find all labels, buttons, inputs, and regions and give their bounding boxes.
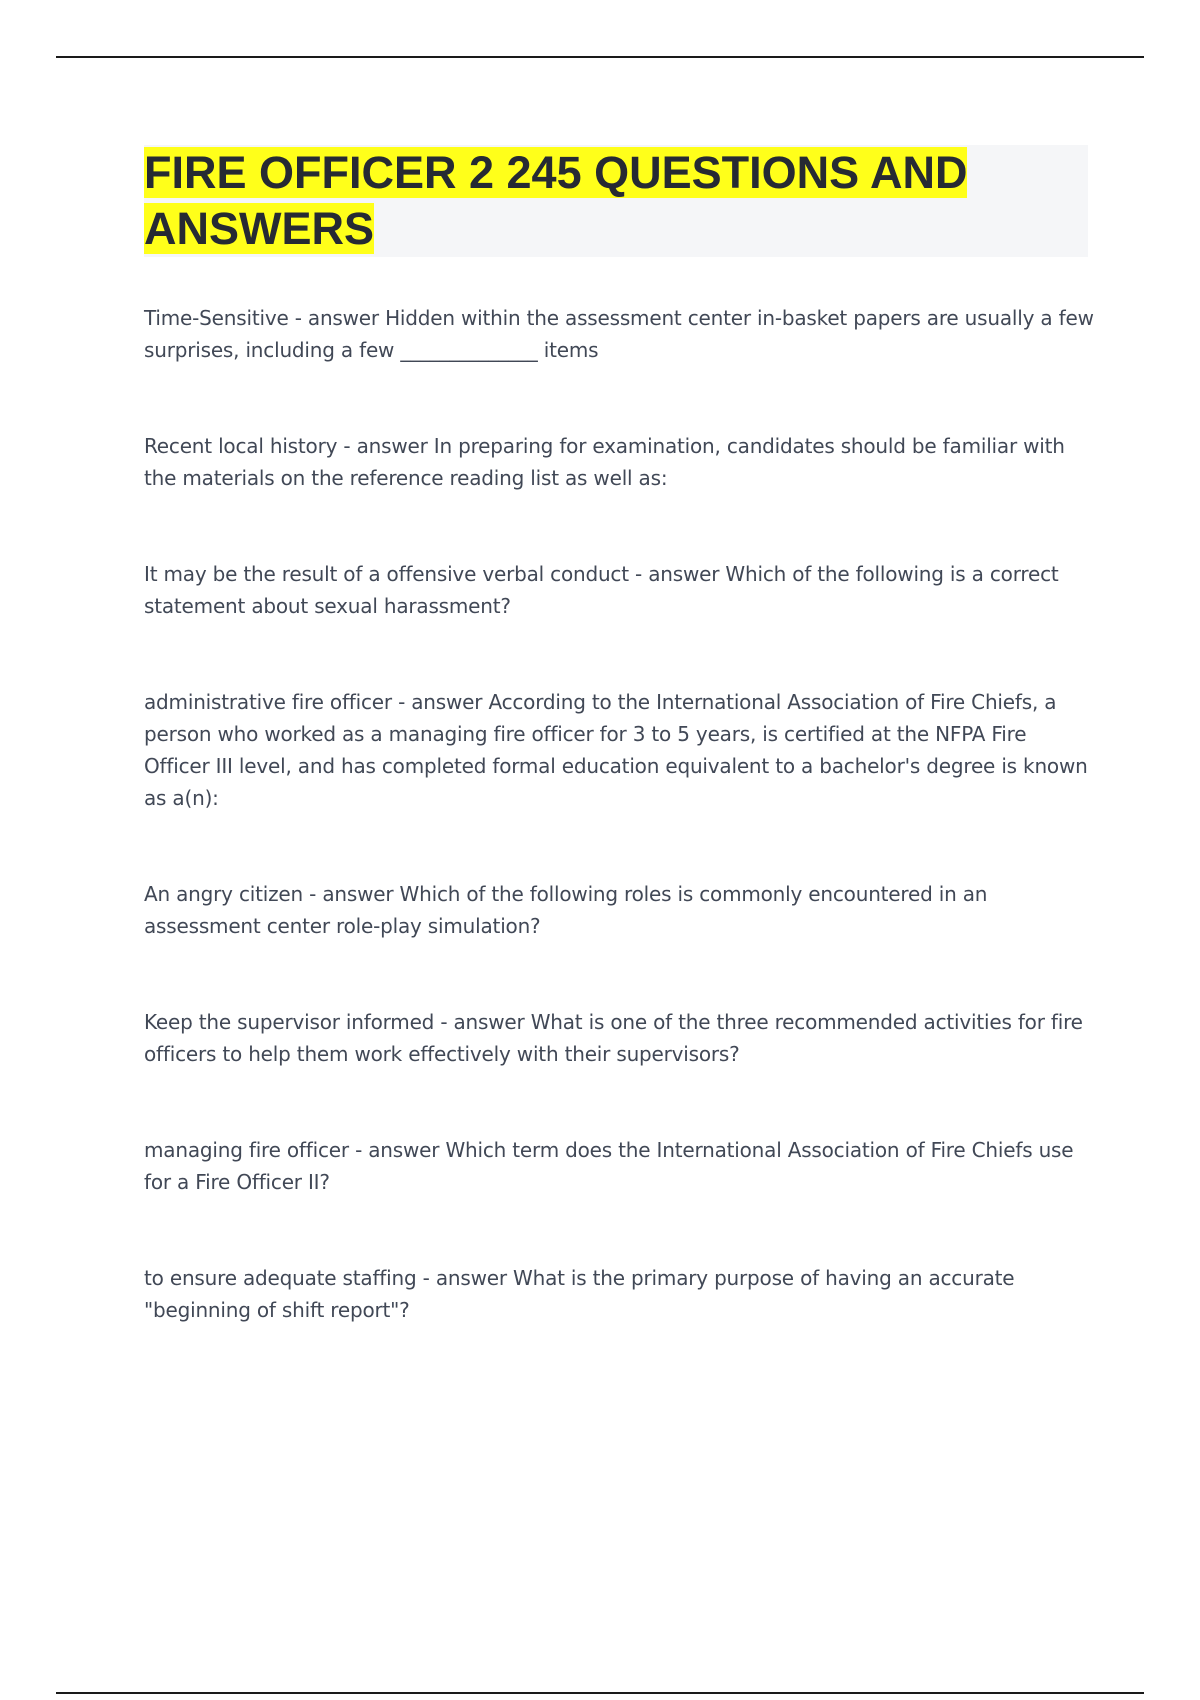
document-title-highlight: FIRE OFFICER 2 245 QUESTIONS AND ANSWERS xyxy=(144,147,968,254)
qa-separator: - answer xyxy=(391,690,489,714)
qa-separator: - answer xyxy=(288,306,386,330)
qa-item xyxy=(144,430,1094,494)
qa-separator: - answer xyxy=(303,882,400,906)
qa-item xyxy=(144,878,1094,942)
qa-question: Which of the following roles is commonly encountered in an assessment center role-play simulation? xyxy=(144,882,988,938)
qa-question: What is one of the three recommended activities for fire officers to help them work effectively with their supervisors? xyxy=(144,1010,1083,1066)
qa-answer: to ensure adequate staffing xyxy=(144,1266,417,1290)
qa-question: Which of the following is a correct statement about sexual harassment? xyxy=(144,562,1059,618)
qa-separator: - answer xyxy=(434,1010,531,1034)
footer-rule xyxy=(56,1692,1144,1694)
header-rule xyxy=(56,56,1144,58)
qa-answer: It may be the result of a offensive verbal conduct xyxy=(144,562,629,586)
qa-question: Hidden within the assessment center in-basket papers are usually a few surprises, including a few ______________ items xyxy=(144,306,1094,362)
qa-item xyxy=(144,686,1094,814)
qa-item xyxy=(144,302,1094,366)
qa-item xyxy=(144,558,1094,622)
qa-answer: managing fire officer xyxy=(144,1138,349,1162)
qa-separator: - answer xyxy=(628,562,726,586)
qa-item xyxy=(144,1134,1094,1198)
qa-answer: An angry citizen xyxy=(144,882,303,906)
qa-answer: Time-Sensitive xyxy=(144,306,289,330)
qa-answer: Keep the supervisor informed xyxy=(144,1010,435,1034)
qa-question: Which term does the International Association of Fire Chiefs use for a Fire Officer II? xyxy=(144,1138,1074,1194)
title-block xyxy=(144,145,1088,257)
qa-answer: Recent local history xyxy=(144,434,338,458)
qa-separator: - answer xyxy=(337,434,434,458)
qa-separator: - answer xyxy=(416,1266,514,1290)
qa-item xyxy=(144,1006,1094,1070)
qa-question: What is the primary purpose of having an accurate "beginning of shift report"? xyxy=(144,1266,1015,1322)
document-title xyxy=(144,145,1088,257)
qa-item xyxy=(144,1262,1094,1326)
qa-question: According to the International Association of Fire Chiefs, a person who worked as a managing fire officer for 3 to 5 years, is certified at the NFPA Fire Officer III level, and has completed formal education equivalent to a bachelor's degree is known as a(n): xyxy=(144,690,1088,810)
qa-question: In preparing for examination, candidates should be familiar with the materials on the reference reading list as well as: xyxy=(144,434,1065,490)
qa-answer: administrative fire officer xyxy=(144,690,392,714)
qa-separator: - answer xyxy=(348,1138,446,1162)
qa-list xyxy=(144,302,1094,1390)
